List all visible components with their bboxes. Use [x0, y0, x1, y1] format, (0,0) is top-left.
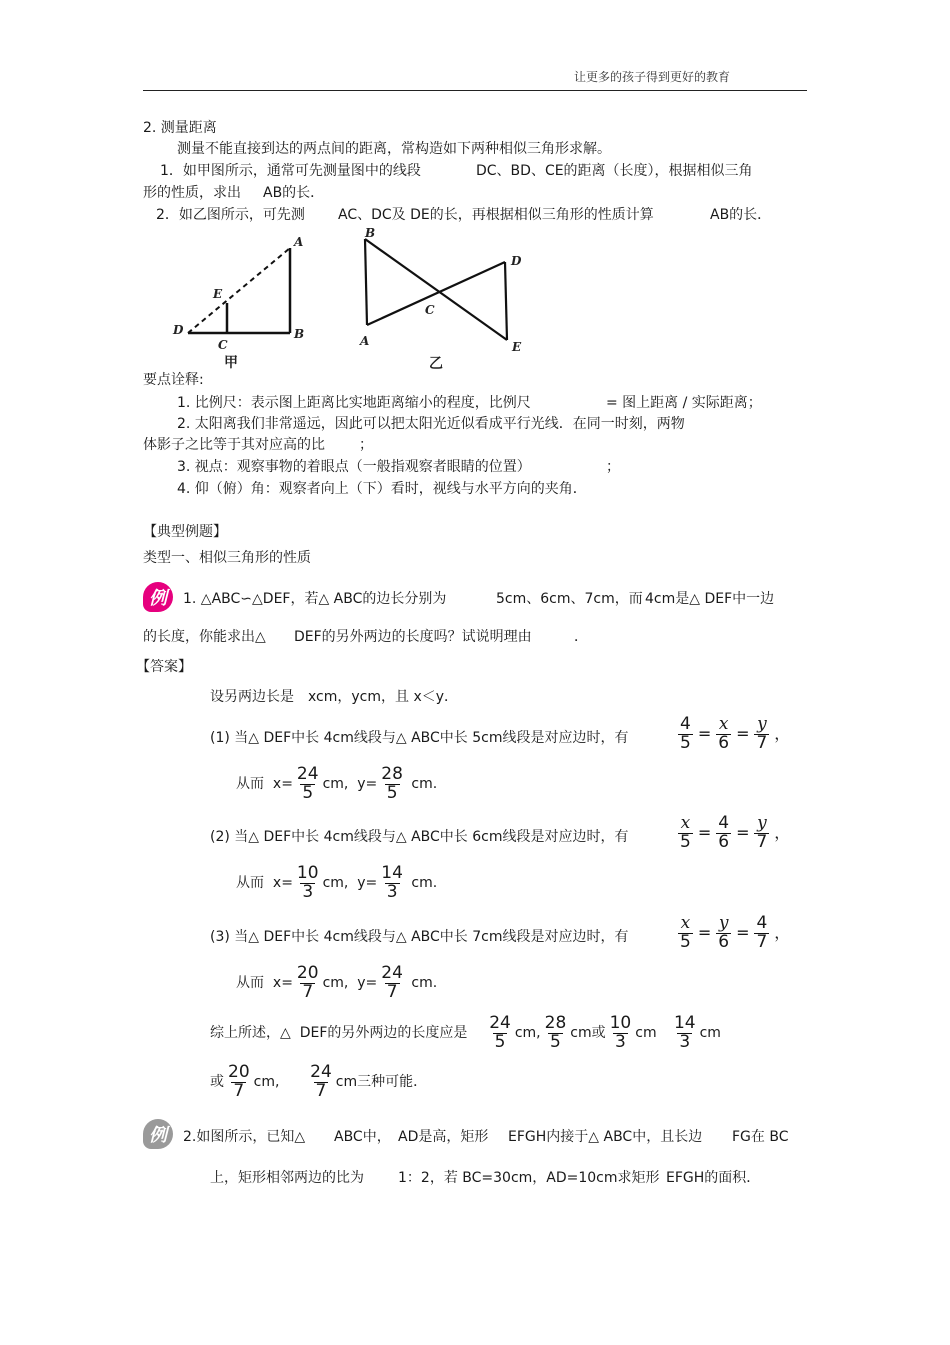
summary-line-1: 综上所述，△ DEF的另外两边的长度应是 $\frac{24}{5}$ cm, $\frac{28}{5}$ cm或 $\frac{10}{3}$ cm $\frac{14}{3}$ cm [210, 1013, 721, 1052]
example-2-e: FG在 BC [732, 1129, 789, 1145]
label-c: C [425, 303, 435, 317]
section-intro: 测量不能直接到达的两点间的距离，常构造如下两种相似三角形求解。 [177, 141, 611, 157]
case-1-proportion: $\frac{4}{5}$ = $\frac{x}{6}$ = $\frac{y}{7}$ ， [680, 714, 791, 753]
segment-ad [367, 262, 505, 325]
note-3-b: ； [606, 459, 620, 475]
label-b: B [294, 327, 305, 341]
section-title: 2. 测量距离 [143, 120, 217, 136]
example-2-h: EFGH的面积． [666, 1170, 761, 1186]
method-2-a: 2．如乙图所示，可先测 [156, 207, 305, 223]
example-2-f: 上，矩形相邻两边的比为 [210, 1170, 364, 1186]
label-e: E [512, 340, 522, 354]
label-a: A [294, 235, 304, 249]
figure-jia [170, 228, 320, 373]
method-2-c: AB的长． [710, 207, 772, 223]
example-1-a: 1. △ABC∽△DEF，若△ ABC的边长分别为 [183, 591, 447, 607]
segment-be [365, 239, 507, 340]
figure-yi-caption: 乙 [429, 356, 443, 372]
case-2-proportion: $\frac{x}{5}$ = $\frac{4}{6}$ = $\frac{y}{7}$ ， [680, 813, 791, 852]
answer-setup: 设另两边长是 xcm，ycm，且 x＜y． [210, 689, 459, 705]
example-2-b: ABC中， [334, 1129, 391, 1145]
example-2-badge: 例 [143, 1119, 173, 1149]
case-1-result: 从而 x= $\frac{24}{5}$ cm, y= $\frac{28}{5}$ cm. [236, 764, 438, 803]
example-2-c: AD是高，矩形 [398, 1129, 489, 1145]
answer-label: 【答案】 [136, 659, 192, 675]
method-1-a: 1．如甲图所示，通常可先测量图中的线段 [160, 163, 421, 179]
note-2-b: 体影子之比等于其对应高的比 [143, 437, 325, 453]
segment-de [505, 262, 507, 340]
examples-heading: 【典型例题】 [143, 524, 227, 540]
example-2-g: 1：2，若 BC=30cm，AD=10cm求矩形 [398, 1170, 660, 1186]
label-e: E [213, 287, 223, 301]
method-1-d: AB的长． [263, 185, 325, 201]
header-slogan: 让更多的孩子得到更好的教育 [574, 70, 731, 84]
example-1-f: ． [574, 629, 588, 645]
label-a: A [360, 334, 370, 348]
note-1-a: 1. 比例尺：表示图上距离比实地距离缩小的程度，比例尺 [177, 395, 531, 411]
case-3-text: (3) 当△ DEF中长 4cm线段与△ ABC中长 7cm线段是对应边时，有 [210, 929, 629, 945]
case-2-text: (2) 当△ DEF中长 4cm线段与△ ABC中长 6cm线段是对应边时，有 [210, 829, 629, 845]
sight-line-da [188, 248, 290, 333]
note-2-c: ； [359, 437, 373, 453]
summary-line-2: 或 $\frac{20}{7}$ cm, $\frac{24}{7}$ cm三种可能． [210, 1062, 428, 1101]
case-3-result: 从而 x= $\frac{20}{7}$ cm, y= $\frac{24}{7}$ cm. [236, 963, 438, 1002]
note-4: 4. 仰（俯）角：观察者向上（下）看时，视线与水平方向的夹角． [177, 481, 587, 497]
notes-title: 要点诠释: [143, 372, 204, 388]
type-1-title: 类型一、相似三角形的性质 [143, 550, 311, 566]
example-1-d: 的长度，你能求出△ [143, 629, 266, 645]
header-rule [143, 90, 807, 91]
label-d: D [173, 323, 184, 337]
example-1-badge: 例 [143, 582, 173, 612]
note-3-a: 3. 视点：观察事物的着眼点（一般指观察者眼睛的位置） [177, 459, 531, 475]
note-2-a: 2. 太阳离我们非常遥远，因此可以把太阳光近似看成平行光线．在同一时刻，两物 [177, 416, 685, 432]
figure-jia-caption: 甲 [224, 355, 238, 371]
example-1-e: DEF的另外两边的长度吗？试说明理由 [294, 629, 532, 645]
label-d: D [511, 254, 522, 268]
case-2-result: 从而 x= $\frac{10}{3}$ cm, y= $\frac{14}{3}$ cm. [236, 863, 438, 902]
case-1-text: (1) 当△ DEF中长 4cm线段与△ ABC中长 5cm线段是对应边时，有 [210, 730, 629, 746]
example-1-c: 4cm是△ DEF中一边 [645, 591, 775, 607]
method-1-c: 形的性质，求出 [143, 185, 241, 201]
note-1-b: = 图上距离 / 实际距离； [606, 395, 762, 411]
case-3-proportion: $\frac{x}{5}$ = $\frac{y}{6}$ = $\frac{4}{7}$ ， [680, 913, 791, 952]
example-1-b: 5cm、6cm、7cm，而 [496, 591, 643, 607]
example-2-d: EFGH内接于△ ABC中，且长边 [508, 1129, 703, 1145]
segment-ba [365, 239, 367, 325]
method-1-b: DC、BD、CE的距离（长度），根据相似三角 [476, 163, 753, 179]
method-2-b: AC、DC及 DE的长，再根据相似三角形的性质计算 [338, 207, 654, 223]
example-2-a: 2.如图所示，已知△ [183, 1129, 306, 1145]
figure-yi [355, 225, 535, 375]
label-b: B [365, 226, 376, 240]
label-c: C [218, 338, 228, 352]
